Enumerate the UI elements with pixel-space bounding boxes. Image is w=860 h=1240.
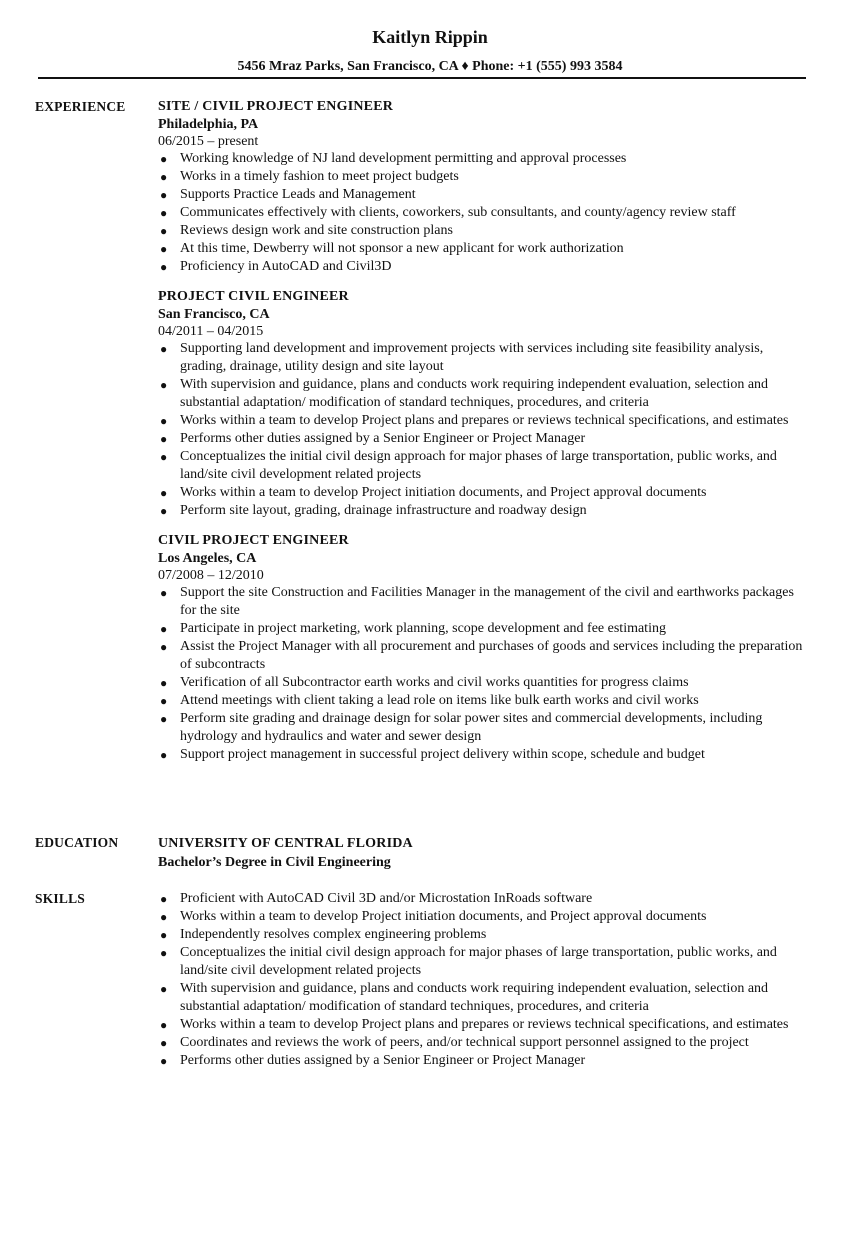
bullet-icon: ●	[160, 486, 168, 500]
list-item	[158, 980, 808, 1016]
job-location: San Francisco, CA	[158, 307, 270, 322]
list-item-text: Supports Practice Leads and Management	[180, 187, 416, 202]
bullet-icon: ●	[160, 242, 168, 256]
list-item-text: Performs other duties assigned by a Senior Engineer or Project Manager	[180, 431, 586, 446]
school-name: UNIVERSITY OF CENTRAL FLORIDA	[158, 836, 413, 851]
list-item	[158, 1034, 808, 1052]
job-duties	[158, 340, 808, 520]
job-title: PROJECT CIVIL ENGINEER	[158, 289, 349, 304]
list-item-text: Support the site Construction and Facilities Manager in the management of the civil and earthworks packages for the site	[180, 585, 794, 618]
list-item-text: Conceptualizes the initial civil design approach for major phases of large transportation, public works, and land/site civil development related projects	[180, 945, 777, 978]
skills-list	[158, 890, 808, 1070]
bullet-icon: ●	[160, 224, 168, 238]
list-item	[158, 340, 808, 376]
bullet-icon: ●	[160, 504, 168, 518]
bullet-icon: ●	[160, 712, 168, 726]
list-item-text: With supervision and guidance, plans and conducts work requiring independent evaluation, selection and substantial adaptation/ modification of standard techniques, procedures, and criteria	[180, 981, 769, 1014]
list-item	[158, 674, 808, 692]
job-entry	[158, 532, 808, 764]
list-item-text: At this time, Dewberry will not sponsor a new applicant for work authorization	[180, 241, 624, 256]
job-title: SITE / CIVIL PROJECT ENGINEER	[158, 99, 394, 114]
list-item-text: Works within a team to develop Project initiation documents, and Project approval documents	[180, 485, 707, 500]
list-item-text: Reviews design work and site construction plans	[180, 223, 453, 238]
bullet-icon: ●	[160, 946, 168, 960]
list-item-text: Communicates effectively with clients, coworkers, sub consultants, and county/agency review staff	[180, 205, 736, 220]
bullet-icon: ●	[160, 892, 168, 906]
bullet-icon: ●	[160, 260, 168, 274]
contact-line: 5456 Mraz Parks, San Francisco, CA ♦ Phone: +1 (555) 993 3584	[237, 59, 623, 74]
education-heading: EDUCATION	[35, 835, 119, 850]
list-item-text: With supervision and guidance, plans and conducts work requiring independent evaluation, selection and substantial adaptation/ modification of standard techniques, procedures, and criteria	[180, 377, 769, 410]
list-item-text: Participate in project marketing, work planning, scope development and fee estimating	[180, 621, 666, 636]
bullet-icon: ●	[160, 676, 168, 690]
list-item-text: Works within a team to develop Project initiation documents, and Project approval documents	[180, 909, 707, 924]
experience-list	[158, 98, 808, 776]
list-item	[158, 638, 808, 674]
list-item	[158, 168, 808, 186]
list-item	[158, 412, 808, 430]
bullet-icon: ●	[160, 1036, 168, 1050]
education-entry	[158, 834, 808, 872]
list-item-text: Support project management in successful project delivery within scope, schedule and budget	[180, 747, 705, 762]
list-item-text: Verification of all Subcontractor earth works and civil works quantities for progress claims	[180, 675, 689, 690]
list-item	[158, 484, 808, 502]
list-item	[158, 240, 808, 258]
candidate-name: Kaitlyn Rippin	[372, 27, 488, 47]
job-duties	[158, 584, 808, 764]
job-dates: 04/2011 – 04/2015	[158, 324, 264, 339]
bullet-icon: ●	[160, 982, 168, 996]
bullet-icon: ●	[160, 450, 168, 464]
job-entry	[158, 98, 808, 276]
list-item	[158, 908, 808, 926]
bullet-icon: ●	[160, 432, 168, 446]
bullet-icon: ●	[160, 910, 168, 924]
list-item-text: Perform site layout, grading, drainage infrastructure and roadway design	[180, 503, 587, 518]
job-entry	[158, 288, 808, 520]
list-item-text: Working knowledge of NJ land development permitting and approval processes	[180, 151, 627, 166]
list-item-text: Coordinates and reviews the work of peers, and/or technical support personnel assigned to the project	[180, 1035, 749, 1050]
list-item-text: Works within a team to develop Project plans and prepares or reviews technical specifications, and estimates	[180, 413, 789, 428]
bullet-icon: ●	[160, 1018, 168, 1032]
skills-bullets	[158, 890, 808, 1070]
list-item	[158, 222, 808, 240]
job-location: Los Angeles, CA	[158, 551, 257, 566]
list-item	[158, 186, 808, 204]
bullet-icon: ●	[160, 622, 168, 636]
bullet-icon: ●	[160, 928, 168, 942]
bullet-icon: ●	[160, 188, 168, 202]
list-item	[158, 692, 808, 710]
list-item	[158, 926, 808, 944]
experience-heading: EXPERIENCE	[35, 99, 126, 114]
list-item	[158, 204, 808, 222]
list-item	[158, 710, 808, 746]
list-item	[158, 620, 808, 638]
list-item	[158, 502, 808, 520]
list-item	[158, 448, 808, 484]
list-item-text: Perform site grading and drainage design for solar power sites and commercial developments, including hydrology and hydraulics and water and sewer design	[180, 711, 763, 744]
list-item-text: Supporting land development and improvement projects with services including site feasibility analysis, grading, drainage, utility design and site layout	[180, 341, 764, 374]
job-title: CIVIL PROJECT ENGINEER	[158, 533, 349, 548]
job-location: Philadelphia, PA	[158, 117, 259, 132]
job-dates: 07/2008 – 12/2010	[158, 568, 264, 583]
list-item	[158, 150, 808, 168]
skills-heading: SKILLS	[35, 891, 85, 906]
list-item-text: Works in a timely fashion to meet project budgets	[180, 169, 459, 184]
list-item-text: Proficient with AutoCAD Civil 3D and/or Microstation InRoads software	[180, 891, 593, 906]
list-item	[158, 258, 808, 276]
bullet-icon: ●	[160, 342, 168, 356]
list-item	[158, 1052, 808, 1070]
job-duties	[158, 150, 808, 276]
bullet-icon: ●	[160, 206, 168, 220]
bullet-icon: ●	[160, 694, 168, 708]
degree: Bachelor’s Degree in Civil Engineering	[158, 855, 391, 870]
bullet-icon: ●	[160, 586, 168, 600]
list-item-text: Conceptualizes the initial civil design approach for major phases of large transportation, public works, and land/site civil development related projects	[180, 449, 777, 482]
bullet-icon: ●	[160, 748, 168, 762]
list-item	[158, 746, 808, 764]
list-item-text: Independently resolves complex engineering problems	[180, 927, 487, 942]
list-item-text: Performs other duties assigned by a Senior Engineer or Project Manager	[180, 1053, 586, 1068]
list-item-text: Attend meetings with client taking a lead role on items like bulk earth works and civil works	[180, 693, 699, 708]
list-item-text: Proficiency in AutoCAD and Civil3D	[180, 259, 392, 274]
list-item	[158, 1016, 808, 1034]
bullet-icon: ●	[160, 152, 168, 166]
list-item	[158, 376, 808, 412]
list-item	[158, 944, 808, 980]
list-item	[158, 890, 808, 908]
bullet-icon: ●	[160, 378, 168, 392]
list-item	[158, 584, 808, 620]
list-item	[158, 430, 808, 448]
job-dates: 06/2015 – present	[158, 134, 259, 149]
list-item-text: Assist the Project Manager with all procurement and purchases of goods and services including the preparation of subcontracts	[180, 639, 803, 672]
list-item-text: Works within a team to develop Project plans and prepares or reviews technical specifications, and estimates	[180, 1017, 789, 1032]
bullet-icon: ●	[160, 640, 168, 654]
bullet-icon: ●	[160, 170, 168, 184]
header-divider	[38, 77, 806, 79]
bullet-icon: ●	[160, 1054, 168, 1068]
bullet-icon: ●	[160, 414, 168, 428]
